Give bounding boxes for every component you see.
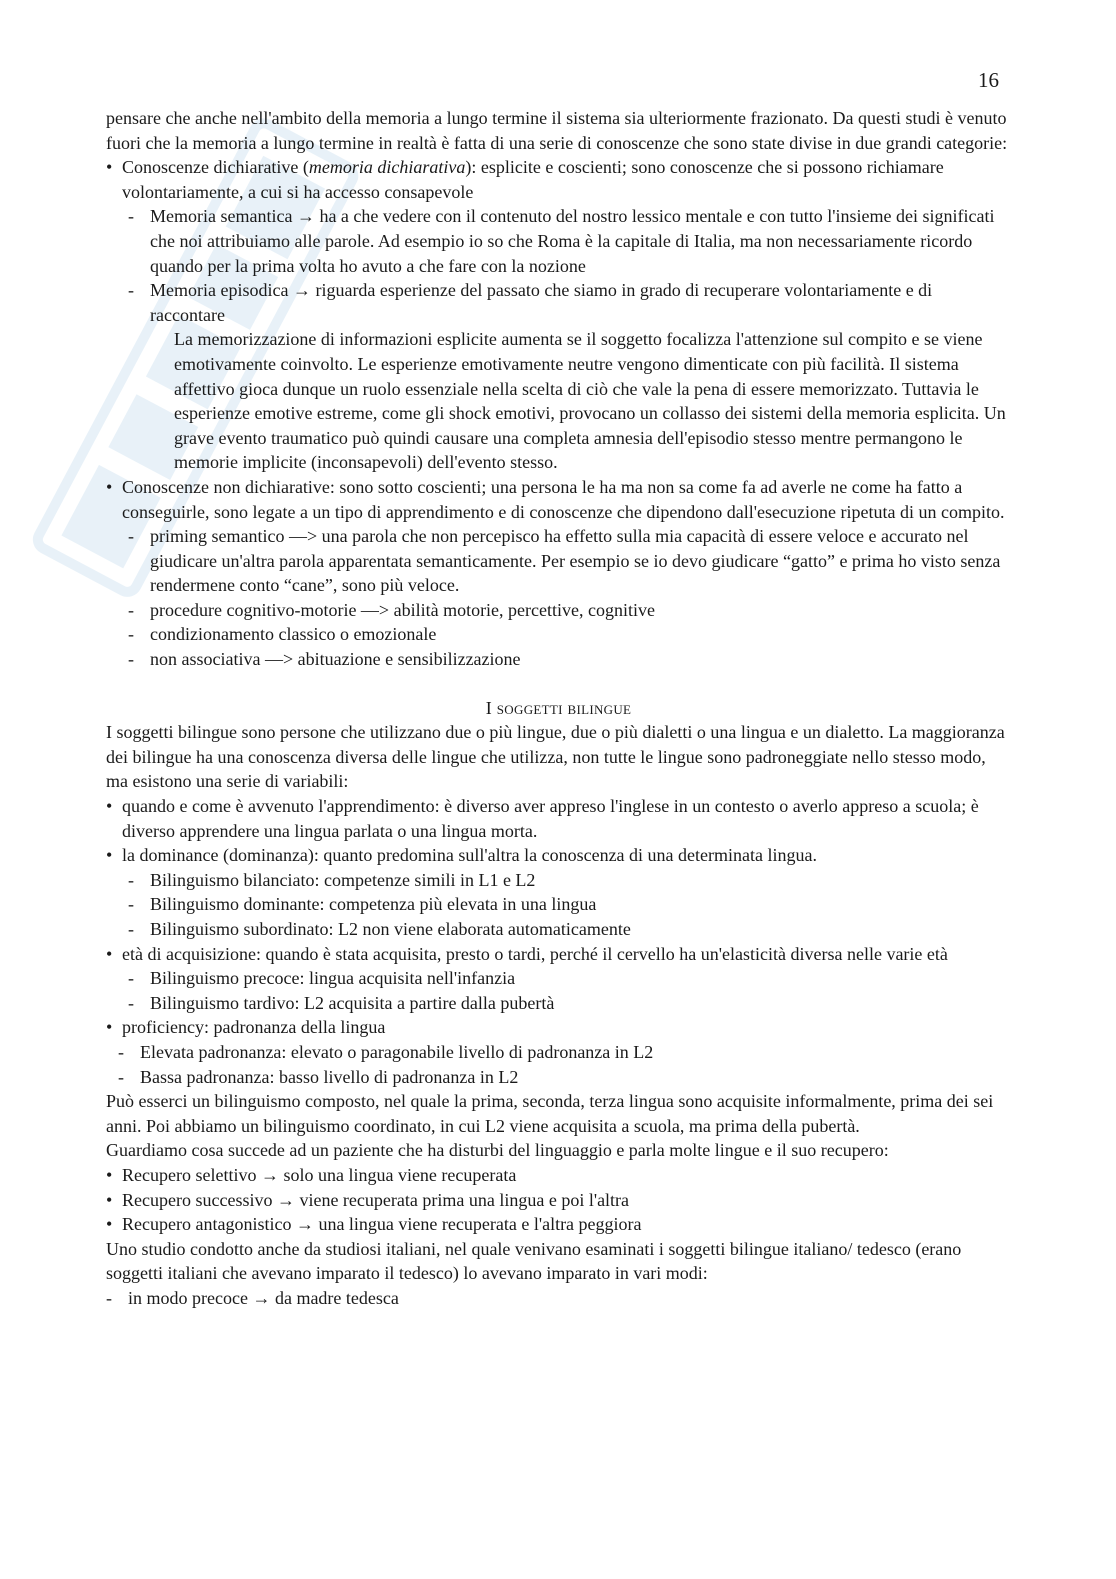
dominance-text: la dominance (dominanza): quanto predomina sull'altra la conoscenza di una determinata lingua. <box>122 845 817 866</box>
low-proficiency-text: Bassa padronanza: basso livello di padronanza in L2 <box>140 1066 519 1087</box>
dash-marker: - <box>128 280 134 301</box>
list-item-balanced <box>106 868 1011 893</box>
dash-marker: - <box>106 1287 112 1308</box>
dash-marker: - <box>128 599 134 620</box>
list-item-conditioning <box>106 622 1011 647</box>
list-item-recovery-selective <box>106 1163 1011 1188</box>
intro-paragraph: pensare che anche nell'ambito della memoria a lungo termine il sistema sia ulteriormente frazionato. Da questi studi è venuto fuori che la memoria a lungo termine in realtà è fatta di una serie di conoscenze che sono state divise in due grandi categorie: <box>106 108 1008 153</box>
age-text: età di acquisizione: quando è stata acquisita, presto o tardi, perché il cervello ha un'elasticità diversa nelle varie età <box>122 943 948 964</box>
bullet-marker: • <box>106 1189 113 1210</box>
list-item-early <box>106 966 1011 991</box>
recovery-selective-text: Recupero selettivo → solo una lingua viene recuperata <box>122 1164 517 1185</box>
declarative-text <box>122 155 1011 204</box>
procedures-text: procedure cognitivo-motorie —> abilità motorie, percettive, cognitive <box>150 599 655 620</box>
list-item-declarative <box>106 155 1011 204</box>
bullet-marker: • <box>106 157 113 178</box>
dash-marker: - <box>118 1066 124 1087</box>
dash-marker: - <box>128 206 134 227</box>
high-proficiency-text: Elevata padronanza: elevato o paragonabile livello di padronanza in L2 <box>140 1041 654 1062</box>
explicit-memory-note: La memorizzazione di informazioni esplicite aumenta se il soggetto focalizza l'attenzione sul compito e se viene emotivamente coinvolto. Le esperienze emotivamente neutre vengono dimenticate con più facilità. Il sistema affettivo gioca dunque un ruolo essenziale nella scelta di ciò che vale la pena di essere memorizzato. Tuttavia le esperienze emotive estreme, come gli shock emotivi, provocano un collasso dei sistemi della memoria esplicita. Un grave evento traumatico può quindi causare una completa amnesia dell'episodio stesso mentre permangono le memorie implicite (inconsapevoli) dell'evento stesso. <box>174 329 1006 473</box>
page-number: 16 <box>978 68 999 92</box>
dash-marker: - <box>128 919 134 939</box>
declarative-rest: ): esplicite e coscienti; sono conoscenze che si possono richiamare volontariamente, a cui si ha accesso consapevole <box>122 157 944 202</box>
bullet-marker: • <box>106 1164 113 1185</box>
dash-marker: - <box>128 894 134 915</box>
list-item-recovery-successive <box>106 1188 1011 1213</box>
list-item-late <box>106 991 1011 1016</box>
bullet-marker: • <box>106 1017 113 1038</box>
dash-marker: - <box>118 1041 124 1062</box>
dash-marker: - <box>128 968 134 989</box>
when-how-text: quando e come è avvenuto l'apprendimento: è diverso aver appreso l'inglese in un contesto o averlo appreso a scuola; è diverso apprendere una lingua parlata o una lingua morta. <box>122 796 979 841</box>
page-body <box>106 106 1011 1311</box>
list-item-subordinate <box>106 917 1011 942</box>
dash-marker: - <box>128 992 134 1013</box>
dominant-text: Bilinguismo dominante: competenza più elevata in una lingua <box>150 894 597 915</box>
balanced-text: Bilinguismo bilanciato: competenze simili in L1 e L2 <box>150 869 536 890</box>
recovery-successive-text: Recupero successivo → viene recuperata prima una lingua e poi l'altra <box>122 1189 630 1210</box>
bullet-marker: • <box>106 476 113 497</box>
bullet-marker: • <box>106 943 113 964</box>
early-german-text: in modo precoce → da madre tedesca <box>128 1287 399 1308</box>
priming-text: priming semantico —> una parola che non percepisco ha effetto sulla mia capacità di essere veloce e accurato nel giudicare un'altra parola apparentata semanticamente. Per esempio se io devo giudicare “gatto” e prima ho visto senza rendermene conto “cane”, sono più veloce. <box>150 526 1001 596</box>
list-item-low-proficiency <box>106 1065 1011 1090</box>
study-paragraph: Uno studio condotto anche da studiosi italiani, nel quale venivano esaminati i soggetti bilingue italiano/ tedesco (erano soggetti italiani che avevano imparato il tedesco) lo avevano imparato in vari modi: <box>106 1238 962 1284</box>
non-associative-text: non associativa —> abituazione e sensibilizzazione <box>150 649 521 670</box>
dash-marker: - <box>128 526 134 547</box>
nondeclarative-text: Conoscenze non dichiarative: sono sotto coscienti; una persona le ha ma non sa come fa ad averle ne come ha fatto a conseguirle, sono legate a un tipo di apprendimento e di conoscenze che dipendono dall'esecuzione ripetuta di un compito. <box>122 476 1005 522</box>
list-item-procedures <box>106 598 1011 623</box>
patient-paragraph: Guardiamo cosa succede ad un paziente che ha disturbi del linguaggio e parla molte lingue e il suo recupero: <box>106 1140 889 1161</box>
list-item-high-proficiency <box>106 1040 1011 1065</box>
list-item-priming <box>106 524 1011 598</box>
bullet-marker: • <box>106 845 113 866</box>
semantic-memory-text: Memoria semantica → ha a che vedere con il contenuto del nostro lessico mentale e con tutto l'insieme dei significati che noi attribuiamo alle parole. Ad esempio io so che Roma è la capitale di Italia, ma non necessariamente ricordo quando per la prima volta ho avuto a che fare con la nozione <box>150 206 995 276</box>
recovery-antagonistic-text: Recupero antagonistico → una lingua viene recuperata e l'altra peggiora <box>122 1214 642 1235</box>
declarative-emphasis: memoria dichiarativa <box>308 157 466 178</box>
proficiency-text: proficiency: padronanza della lingua <box>122 1017 386 1038</box>
list-item-non-associative <box>106 647 1011 672</box>
list-item-recovery-antagonistic <box>106 1212 1011 1237</box>
bilingual-intro-paragraph: I soggetti bilingue sono persone che utilizzano due o più lingue, due o più dialetti o una lingua e un dialetto. La maggioranza dei bilingue ha una conoscenza diversa delle lingue che utilizza, non tutte le lingue sono padroneggiate nello stesso modo, ma esistono una serie di variabili: <box>106 722 1005 792</box>
list-item-age <box>106 942 1011 967</box>
conditioning-text: condizionamento classico o emozionale <box>150 624 437 645</box>
early-text: Bilinguismo precoce: lingua acquisita nell'infanzia <box>150 968 516 989</box>
dash-marker: - <box>128 869 134 890</box>
declarative-lead: Conoscenze dichiarative ( <box>122 157 309 178</box>
list-item-early-german <box>106 1286 1011 1311</box>
dash-marker: - <box>128 649 134 670</box>
late-text: Bilinguismo tardivo: L2 acquisita a partire dalla pubertà <box>150 992 555 1013</box>
list-item-episodic-memory <box>106 278 1011 327</box>
list-item-when-how <box>106 794 1011 843</box>
section-title: I soggetti bilingue <box>485 697 632 718</box>
list-item-dominance <box>106 843 1011 868</box>
bullet-marker: • <box>106 1214 113 1235</box>
bullet-marker: • <box>106 796 113 817</box>
list-item-nondeclarative <box>106 475 1011 524</box>
composite-paragraph: Può esserci un bilinguismo composto, nel quale la prima, seconda, terza lingua sono acquisite informalmente, prima dei sei anni. Poi abbiamo un bilinguismo coordinato, in cui L2 viene acquisita a scuola, ma prima della pubertà. <box>106 1091 994 1136</box>
list-item-proficiency <box>106 1015 1011 1040</box>
subordinate-text: Bilinguismo subordinato: L2 non viene elaborata automaticamente <box>150 919 631 939</box>
list-item-dominant <box>106 892 1011 917</box>
dash-marker: - <box>128 624 134 645</box>
episodic-memory-text: Memoria episodica → riguarda esperienze del passato che siamo in grado di recuperare volontariamente e di raccontare <box>150 280 933 325</box>
list-item-semantic-memory <box>106 204 1011 278</box>
